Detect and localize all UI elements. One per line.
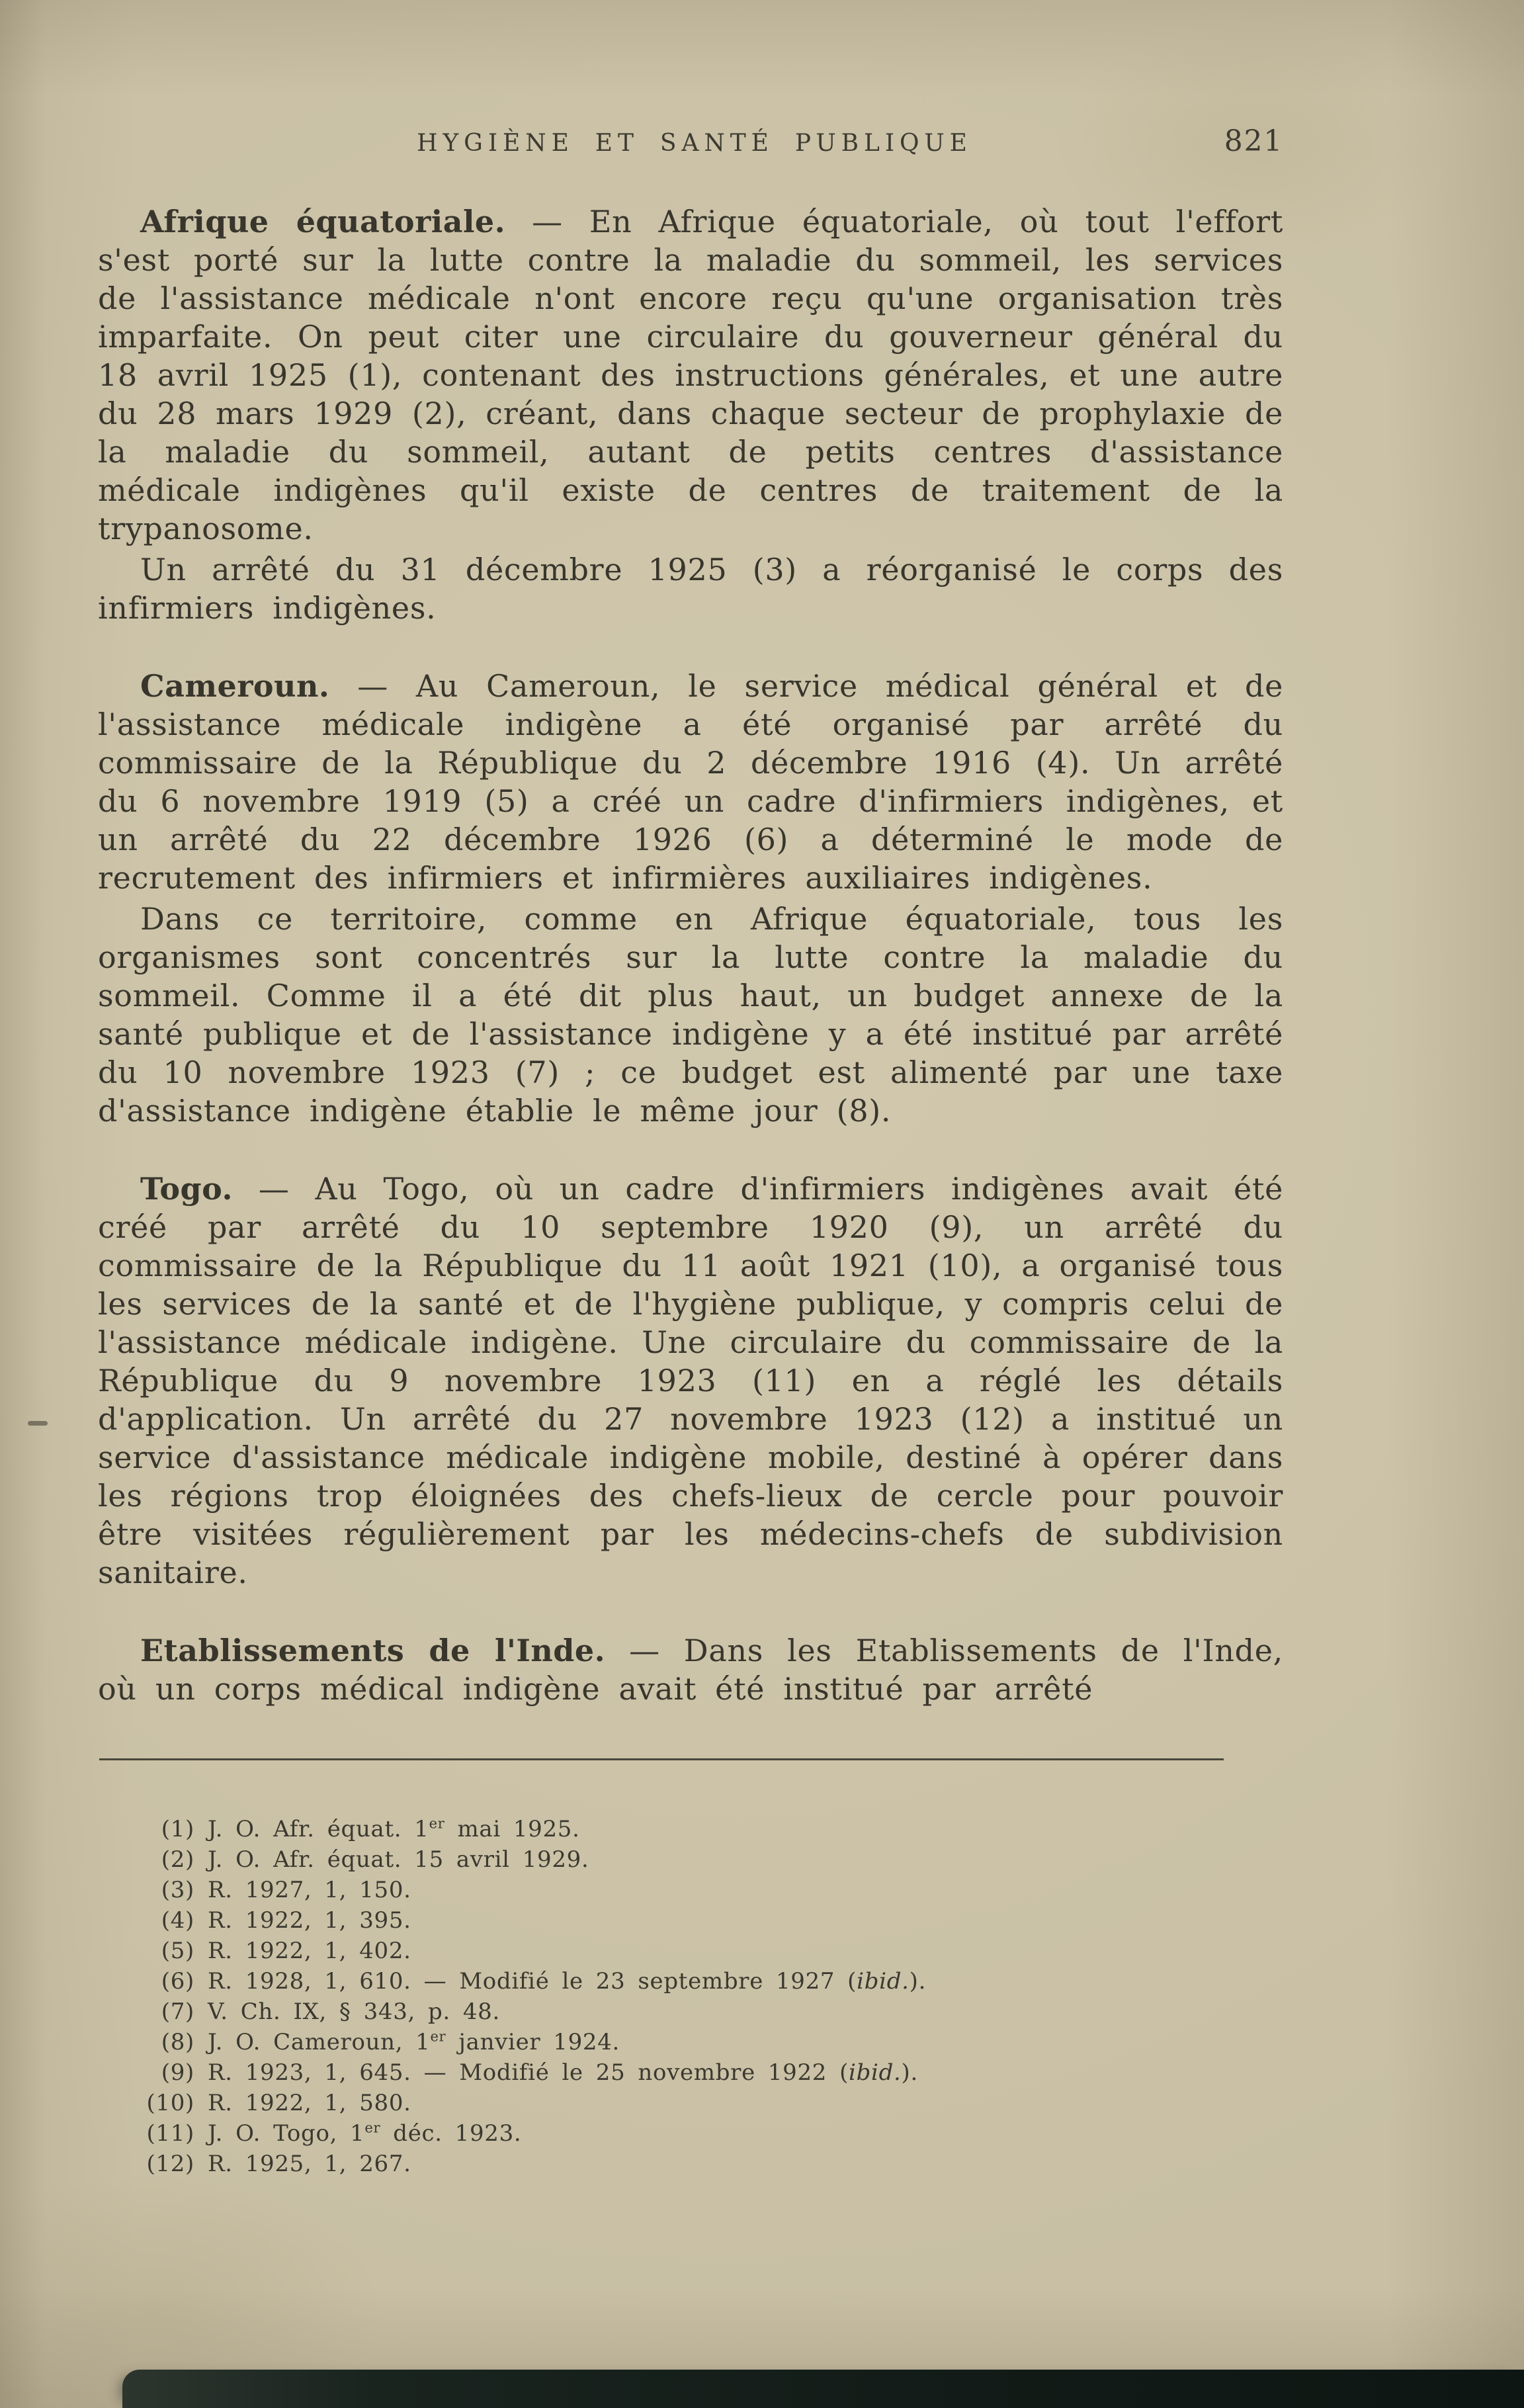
paragraph-text: — Au Cameroun, le service médical général et de l'assistance médicale indigène a été organisé par arrêté du commissaire de la République du 2 décembre 1916 (4). Un arrêté du 6 novembre 1919 (5) a créé un cadre d'infirmiers indigènes, et un arrêté du 22 décembre 1926 (6) a déterminé le mode de recrutement des infirmiers et infirmières auxiliaires indigènes. xyxy=(98,668,1283,896)
footnotes xyxy=(126,1814,1330,2179)
footnote-separator-rule xyxy=(99,1758,1224,1760)
paragraph xyxy=(98,1631,1283,1708)
footnote xyxy=(126,2057,1330,2088)
footnote-number: (2) xyxy=(161,1846,194,1873)
section-heading: Togo. xyxy=(140,1171,233,1207)
section-heading: Cameroun. xyxy=(140,668,330,704)
footnote xyxy=(126,2027,1330,2057)
footnote xyxy=(126,2088,1330,2118)
footnote-number: (3) xyxy=(161,1877,194,1903)
footnote-text: J. O. Togo, 1er déc. 1923. xyxy=(208,2119,522,2147)
paragraph xyxy=(98,202,1283,548)
paragraph xyxy=(98,550,1283,627)
footnote-text: R. 1925, 1, 267. xyxy=(208,2151,411,2177)
scan-smudge-mark xyxy=(28,1421,48,1426)
paragraph xyxy=(98,667,1283,897)
footnote-number: (6) xyxy=(161,1968,194,1995)
footnote xyxy=(126,1905,1330,1936)
footnote-number: (5) xyxy=(161,1938,194,1964)
paragraph-text: Dans ce territoire, comme en Afrique équatoriale, tous les organismes sont concentrés sur la lutte contre la maladie du sommeil. Comme il a été dit plus haut, un budget annexe de la santé publique et de l'assistance indigène y a été institué par arrêté du 10 novembre 1923 (7) ; ce budget est alimenté par une taxe d'assistance indigène établie le même jour (8). xyxy=(98,901,1283,1129)
paragraph-text: Un arrêté du 31 décembre 1925 (3) a réorganisé le corps des infirmiers indigènes. xyxy=(98,552,1283,626)
paragraph-text: — En Afrique équatoriale, où tout l'effort s'est porté sur la lutte contre la maladie du sommeil, les services de l'assistance médicale n'ont encore reçu qu'une organisation très imparfaite. On peut citer une circulaire du gouverneur général du 18 avril 1925 (1), contenant des instructions générales, et une autre du 28 mars 1929 (2), créant, dans chaque secteur de prophylaxie de la maladie du sommeil, autant de petits centres d'assistance médicale indigènes qu'il existe de centres de traitement de la trypanosome. xyxy=(98,204,1283,546)
footnote-number: (8) xyxy=(161,2029,194,2055)
paragraph xyxy=(98,900,1283,1130)
footnote-text: R. 1922, 1, 402. xyxy=(208,1938,411,1964)
footnote-number: (9) xyxy=(161,2059,194,2086)
footnote-text: R. 1922, 1, 580. xyxy=(208,2090,411,2116)
footnote xyxy=(126,1966,1330,1997)
footnote-number: (7) xyxy=(161,1999,194,2025)
footnote-text: V. Ch. IX, § 343, p. 48. xyxy=(208,1999,500,2025)
footnote-text: R. 1928, 1, 610. — Modifié le 23 septembre 1927 (ibid.). xyxy=(208,1968,927,1995)
footnote-text: R. 1927, 1, 150. xyxy=(208,1877,411,1903)
footnote-number: (10) xyxy=(146,2090,194,2116)
page-header xyxy=(99,124,1290,158)
body-text xyxy=(98,202,1283,1708)
paragraph-text: — Dans les Etablissements de l'Inde, où un corps médical indigène avait été institué par arrêté xyxy=(98,1633,1283,1707)
footnote-text: J. O. Afr. équat. 15 avril 1929. xyxy=(208,1846,589,1873)
footnote xyxy=(126,2149,1330,2179)
footnote-number: (11) xyxy=(146,2120,194,2147)
footnote-text: J. O. Cameroun, 1er janvier 1924. xyxy=(208,2028,620,2055)
section-heading: Etablissements de l'Inde. xyxy=(140,1633,606,1668)
paragraph-text: — Au Togo, où un cadre d'infirmiers indigènes avait été créé par arrêté du 10 septembre 1920 (9), un arrêté du commissaire de la République du 11 août 1921 (10), a organisé tous les services de la santé et de l'hygiène publique, y compris celui de l'assistance médicale indigène. Une circulaire du commissaire de la République du 9 novembre 1923 (11) en a réglé les détails d'application. Un arrêté du 27 novembre 1923 (12) a institué un service d'assistance médicale indigène mobile, destiné à opérer dans les régions trop éloignées des chefs-lieux de cercle pour pouvoir être visitées régulièrement par les médecins-chefs de subdivision sanitaire. xyxy=(98,1171,1283,1590)
footnote-text: R. 1923, 1, 645. — Modifié le 25 novembre 1922 (ibid.). xyxy=(208,2059,918,2086)
footnote-number: (12) xyxy=(146,2151,194,2177)
section-heading: Afrique équatoriale. xyxy=(140,204,506,239)
footnote xyxy=(126,1936,1330,1966)
footnote-text: R. 1922, 1, 395. xyxy=(208,1907,411,1934)
footnote xyxy=(126,1814,1330,1844)
footnote-text: J. O. Afr. équat. 1er mai 1925. xyxy=(208,1815,580,1842)
footnote-number: (1) xyxy=(161,1816,194,1842)
footnote xyxy=(126,2118,1330,2149)
footnote xyxy=(126,1997,1330,2027)
footnote-number: (4) xyxy=(161,1907,194,1934)
footnote xyxy=(126,1875,1330,1905)
page-number: 821 xyxy=(1224,124,1283,158)
scan-edge-bar xyxy=(122,2370,1524,2408)
running-title: HYGIÈNE ET SANTÉ PUBLIQUE xyxy=(417,130,972,157)
footnote xyxy=(126,1844,1330,1875)
paragraph xyxy=(98,1170,1283,1592)
